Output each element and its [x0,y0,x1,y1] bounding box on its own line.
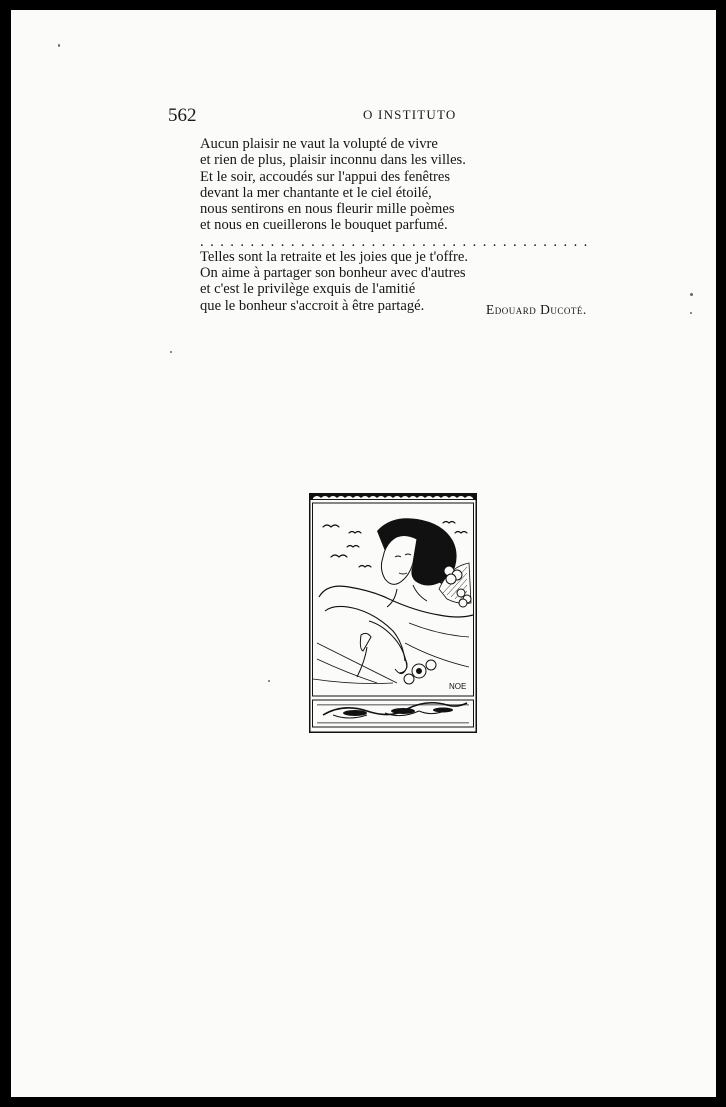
poem-line: et nous en cueillerons le bouquet parfumé. [200,217,448,234]
author-name: Edouard Ducoté. [486,302,587,317]
paper-speck [170,351,172,353]
poem-line: devant la mer chantante et le ciel étoilé, [200,184,432,201]
poem-line: que le bonheur s'accroit à être partagé. [200,297,425,314]
poem [200,136,620,314]
poem-line: et rien de plus, plaisir inconnu dans les villes. [200,152,466,169]
paper-speck [268,680,270,682]
poem-line: et c'est le privilège exquis de l'amitié [200,281,416,298]
woman-vignette-illustration [309,493,477,733]
running-title: O INSTITUTO [363,107,457,122]
ellipsis-divider: . . . . . . . . . . . . . . . . . . . . . . . . . . . . . . . . . . . . . . . [200,233,589,250]
author-signature [486,302,587,318]
paper-speck [690,293,693,296]
poem-line: nous sentirons en nous fleurir mille poèmes [200,201,455,218]
paper-speck [690,312,692,314]
poem-line: Aucun plaisir ne vaut la volupté de vivre [200,136,438,152]
paper-speck [58,44,60,47]
illustrator-signature: NOE [449,682,467,691]
poem-line: Telles sont la retraite et les joies que je t'offre. [200,248,468,265]
poem-line: Et le soir, accoudés sur l'appui des fenêtres [200,168,451,185]
page-number: 562 [168,105,197,126]
poem-line: On aime à partager son bonheur avec d'autres [200,265,466,282]
